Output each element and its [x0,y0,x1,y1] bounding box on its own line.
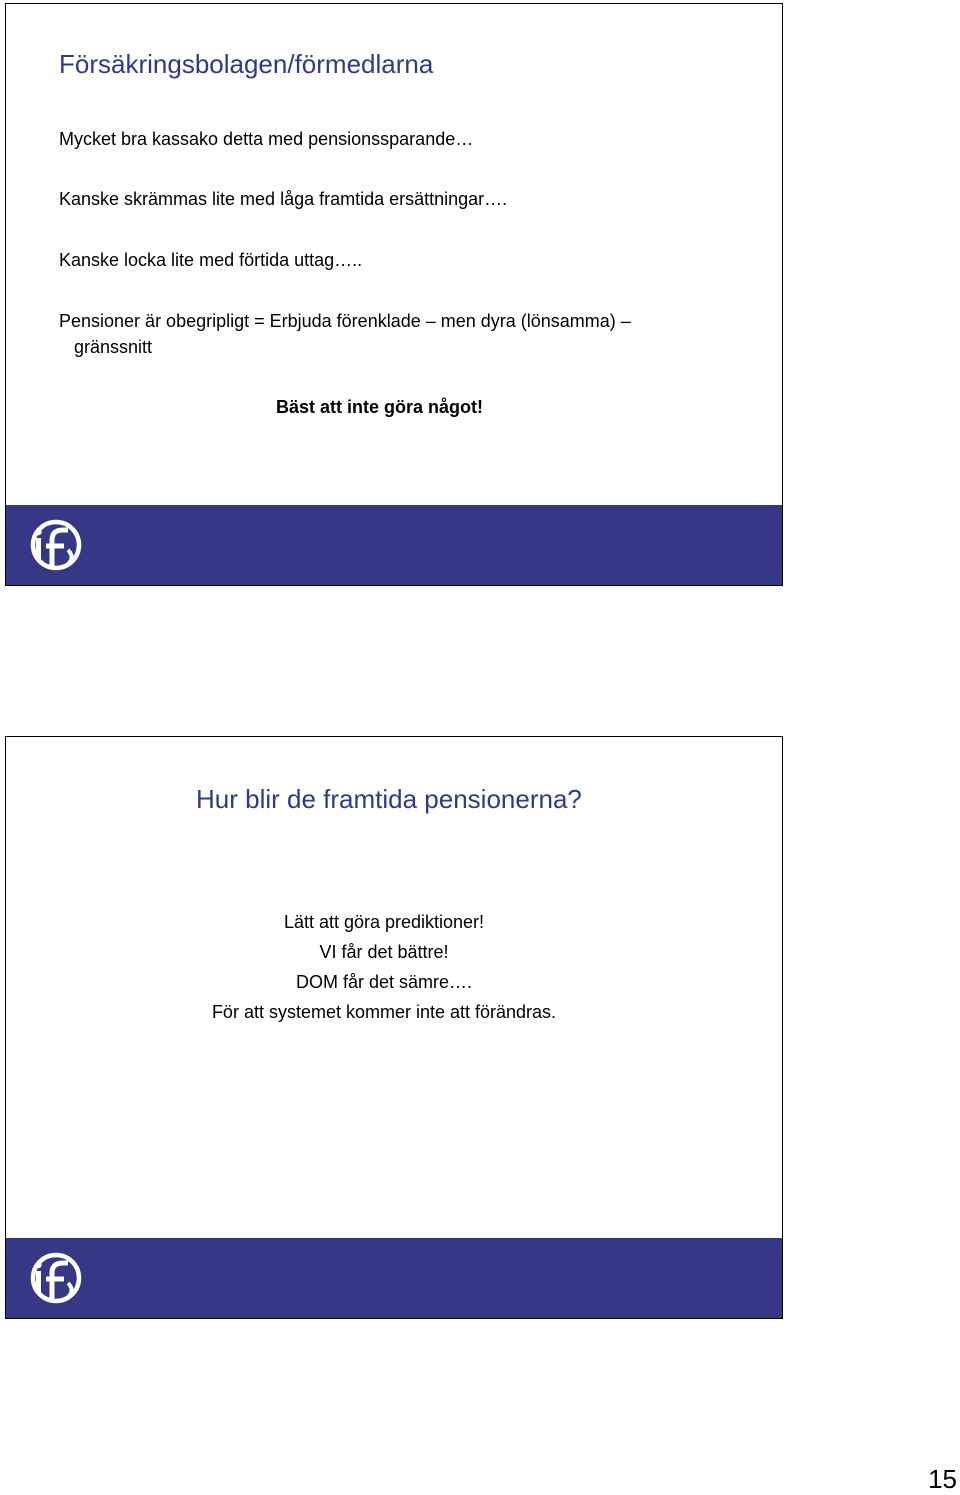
slide-1-emphasis: Bäst att inte göra något! [276,397,484,417]
ifs-logo-icon [30,516,82,574]
slide-1-footer-band [6,505,782,585]
slide-2-line-3: DOM får det sämre…. [295,972,473,992]
slide-2-line-2: VI får det bättre! [319,942,449,962]
slide-2 [5,736,783,1319]
slide-1-line-3: Kanske locka lite med förtida uttag….. [59,250,363,270]
ifs-logo-icon [30,1249,82,1307]
slide-2-footer-band [6,1238,782,1318]
slide-1-title: Försäkringsbolagen/förmedlarna [59,49,434,79]
slide-1 [5,3,783,586]
slide-2-line-4: För att systemet kommer inte att förändras. [211,1002,557,1022]
slide-2-line-1: Lätt att göra prediktioner! [283,912,485,932]
slide-1-line-4: Pensioner är obegripligt = Erbjuda förenklade – men dyra (lönsamma) – [59,311,631,331]
slide-1-line-4-cont: gränssnitt [74,337,153,357]
page-number: 15 [928,1464,957,1494]
slide-1-line-2: Kanske skrämmas lite med låga framtida ersättningar…. [59,189,508,209]
slide-1-line-1: Mycket bra kassako detta med pensionssparande… [59,129,474,149]
slide-2-title: Hur blir de framtida pensionerna? [196,784,582,814]
slide-2-body [156,907,612,1027]
